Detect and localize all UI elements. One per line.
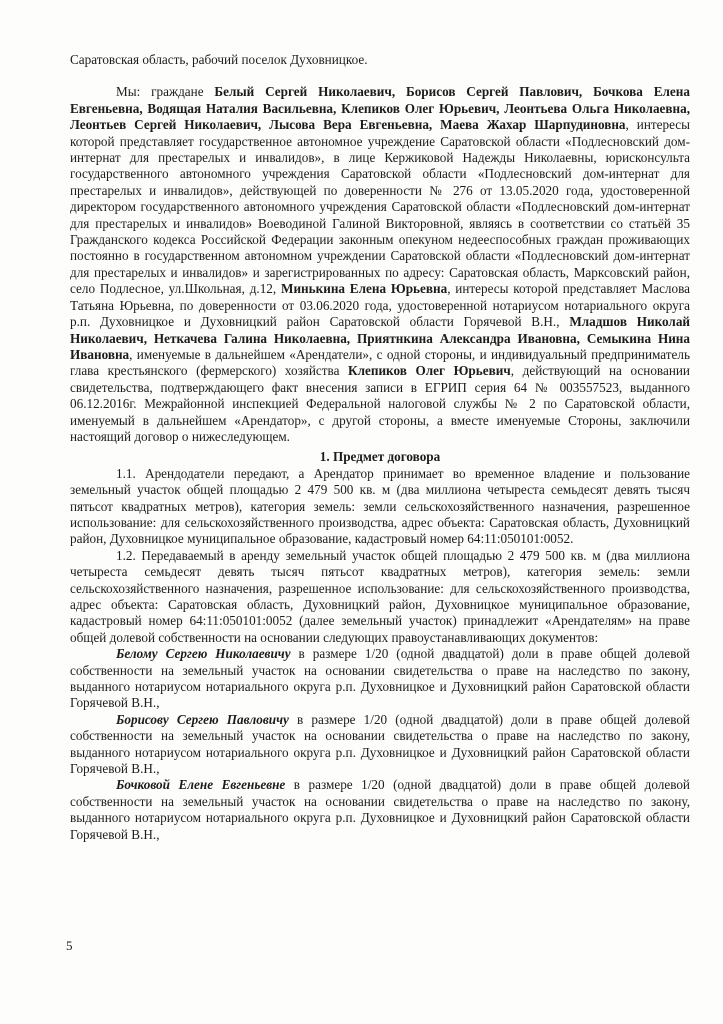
intro-text-4: , именуемые в дальнейшем «Арендатели», с одной стороны, и индивидуальный предприниматель глава крестьянского (фермерского) хозяйства — [70, 346, 690, 379]
intro-paragraph — [70, 84, 690, 445]
header-line: Саратовская область, рабочий поселок Духовницкое. — [70, 52, 368, 67]
intro-text-2: , интересы которой представляет государственное автономное учреждение Саратовской области «Подлесновский дом-интернат для престарелых и инвалидов», в лице Кержиковой Надежды Николаевны, юрисконсульта государственного автономного учреждения Саратовской области «Подлесновский дом-интернат для престарелых и инвалидов», действующей по доверенности № 276 от 13.05.2020 года, удостоверенной директором государственного автономного учреждения Саратовской области «Подлесновский дом-интернат для престарелых и инвалидов» Воеводиной Галиной Викторовной, являясь в соответствии со статьёй 35 Гражданского кодекса Российской Федерации законным опекуном недееспособных граждан проживающих постоянно в государственном автономном учреждении Саратовской области «Подлесновский дом-интернат для престарелых и инвалидов» и зарегистрированных по адресу: Саратовская область, Марксовский район, село Подлесное, ул.Школьная, д.12, — [70, 117, 690, 297]
owner-name: Белому Сергею Николаевичу — [116, 646, 291, 662]
owner-paragraph — [70, 712, 690, 778]
clause-1-2: 1.2. Передаваемый в аренду земельный участок общей площадью 2 479 500 кв. м (два миллиона четыреста семьдесят девять тысяч пятьсот квадратных метров), категория земель: земли сельскохозяйственного назначения, разрешенное использование: для сельскохозяйственного производства, адрес объекта: Саратовская область, Духовницкий район, Духовницкое муниципальное образование, кадастровый номер 64:11:050101:0052 (далее земельный участок) принадлежит «Арендателям» на праве общей долевой собственности на основании следующих правоустанавливающих документов: — [70, 547, 690, 645]
owner-text: в размере 1/20 (одной двадцатой) доли в праве общей долевой собственности на земельный участок на основании свидетельства о праве на наследство по закону, выданного нотариусом нотариального округа р.п. Духовницкое и Духовницкий район Саратовской области Горячевой В.Н., — [70, 646, 690, 711]
section-heading: 1. Предмет договора — [319, 449, 441, 465]
owner-name: Борисову Сергею Павловичу — [116, 711, 289, 727]
owner-name: Бочковой Елене Евгеньевне — [116, 777, 286, 793]
intro-minkina-name: Минькина Елена Юрьевна — [281, 281, 448, 297]
intro-lessors-names: Белый Сергей Николаевич, Борисов Сергей Павлович, Бочкова Елена Евгеньевна, Водящая Наталия Васильевна, Клепиков Олег Юрьевич, Леонтьева Ольга Николаевна, Леонтьев Сергей Николаевич, Лысова Вера Евгеньевна, Маева Жахар Шарпудиновна — [70, 84, 690, 133]
intro-text-3: , интересы которой представляет Маслова Татьяна Юрьевна, по доверенности от 03.06.2020 года, удостоверенной нотариусом нотариального округа р.п. Духовницкое и Духовницкий район Саратовской области Горячевой В.Н., — [70, 281, 691, 330]
intro-more-names: Младшов Николай Николаевич, Неткачева Галина Николаевна, Приятнкина Александра Ивановна, Семыкина Нина Ивановна — [70, 314, 691, 362]
owner-text: в размере 1/20 (одной двадцатой) доли в праве общей долевой собственности на земельный участок на основании свидетельства о праве на наследство по закону, выданного нотариусом нотариального округа р.п. Духовницкое и Духовницкий район Саратовской области Горячевой В.Н., — [70, 711, 690, 777]
owner-paragraph — [70, 646, 690, 712]
intro-text-1: Мы: граждане — [116, 84, 215, 100]
intro-text-5: , действующий на основании свидетельства, подтверждающего факт внесения записи в ЕГРИП серия 64 № 003557523, выданного 06.12.2016г. Межрайонной инспекцией Федеральной налоговой службы № 2 по Саратовской области, именуемый в дальнейшем «Арендатор», с другой стороны, а вместе именуемые Стороны, заключили настоящий договор о нижеследующем. — [70, 363, 690, 444]
page-number: 5 — [66, 938, 73, 953]
intro-tenant-name: Клепиков Олег Юрьевич — [348, 363, 511, 379]
owner-paragraph — [70, 777, 690, 843]
owner-text: в размере 1/20 (одной двадцатой) доли в праве общей долевой собственности на земельный участок на основании свидетельства о праве на наследство по закону, выданного нотариусом нотариального округа р.п. Духовницкое и Духовницкий район Саратовской области Горячевой В.Н., — [70, 777, 690, 842]
document-page — [70, 52, 690, 843]
clause-1-1: 1.1. Арендодатели передают, а Арендатор принимает во временное владение и пользование земельный участок общей площадью 2 479 500 кв. м (два миллиона четыреста семьдесят девять тысяч пятьсот квадратных метров), категория земель: земли сельскохозяйственного назначения, разрешенное использование: для сельскохозяйственного производства, адрес объекта: Саратовская область, Духовницкий район, Духовницкое муниципальное образование, кадастровый номер 64:11:050101:0052. — [70, 465, 690, 547]
